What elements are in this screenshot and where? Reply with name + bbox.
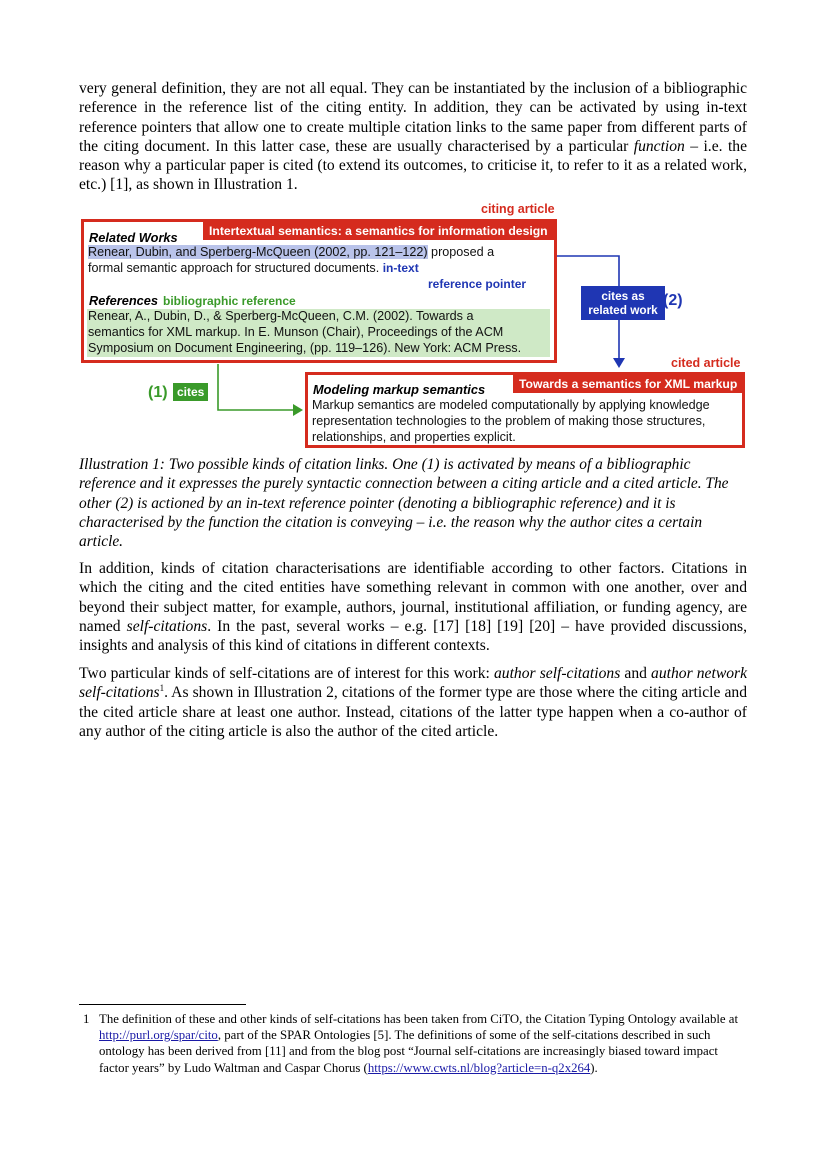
body-paragraph-1 xyxy=(79,79,747,195)
illustration-1-figure xyxy=(79,198,747,450)
body-paragraph-3 xyxy=(79,664,747,741)
figure-caption: Illustration 1: Two possible kinds of citation links. One (1) is activated by means of a bibliographic reference and it expresses the purely syntactic connection between a citing article and a cited article. The other (2) is actioned by an in-text reference pointer (denoting a bibliographic reference) and it is characterised by the function the citation is conveying – i.e. the reason why the author cites a certain article. xyxy=(79,456,729,551)
footnote-text-part: , part of the SPAR Ontologies [5]. The definitions of some of the self-citations described in such ontology has been derived from [11] and from the blog post “Journal self-citations are increasingly biased toward impact factor years” by Ludo Waltman and Caspar Chorus ( xyxy=(99,1028,718,1075)
cites-as-related-work-box xyxy=(581,286,665,320)
cited-abstract-line-3: relationships, and properties explicit. xyxy=(312,430,516,444)
related-works-line-2 xyxy=(88,261,419,277)
body-paragraph-2 xyxy=(79,559,747,655)
cited-article-label: cited article xyxy=(671,356,741,370)
paragraph-text: and xyxy=(620,665,652,682)
reference-pointer-label: reference pointer xyxy=(428,277,527,291)
footnote-number: 1 xyxy=(83,1012,90,1026)
paragraph-text: Two particular kinds of self-citations are of interest for this work: xyxy=(79,665,494,682)
reference-line-3: Symposium on Document Engineering, (pp. 119–126). New York: ACM Press. xyxy=(88,341,522,355)
emphasis-self-citations: self-citations xyxy=(126,617,208,635)
paragraph-text: – i.e. the reason why a particular paper is cited (to extend its outcomes, to criticise it, to refer to it as a related work, etc.) [1], as shown in Illustration 1. xyxy=(79,137,748,194)
footnote-text-part: The definition of these and other kinds of self-citations has been taken from CiTO, the Citation Typing Ontology available at xyxy=(99,1012,739,1026)
green-arrowhead xyxy=(293,404,303,416)
emphasis-author-network-self-citations: author network self-citations xyxy=(79,665,748,702)
footnote-text xyxy=(99,1011,747,1076)
green-arrow-line xyxy=(218,364,297,410)
in-text-label: in-text xyxy=(382,261,419,275)
paragraph-text: very general definition, they are not all equal. They can be instantiated by the inclusion of a bibliographic reference in the reference list of the citing entity. In addition, they can be activated by using in-text reference pointers that allow one to create multiple citation links to the same paper from different parts of the citing document. In this latter case, these are usually characterised by a particular xyxy=(79,80,747,155)
cito-link[interactable]: http://purl.org/spar/cito xyxy=(99,1028,218,1043)
cites-as-text: cites as xyxy=(601,289,645,303)
cited-abstract-line-2: representation technologies to the problem of making those structures, xyxy=(312,414,706,428)
paragraph-text: . As shown in Illustration 2, citations of the former type are those where the citing article and the cited article share at least one author. Instead, citations of the latter type happen when a co-author of any author of the citing article is also the author of the cited article. xyxy=(79,684,747,740)
citing-article-title-banner: Intertextual semantics: a semantics for information design xyxy=(203,222,554,240)
footnote-text-part: ). xyxy=(590,1060,598,1075)
emphasis-function: function xyxy=(633,137,685,155)
related-text: formal semantic approach for structured documents. xyxy=(88,261,380,275)
in-text-reference-highlight: Renear, Dubin, and Sperberg-McQueen (2002, pp. 121–122) xyxy=(88,245,428,259)
reference-line-2: semantics for XML markup. In E. Munson (Chair), Proceedings of the ACM xyxy=(88,325,504,339)
label-number-2: (2) xyxy=(663,292,683,309)
cited-abstract-line-1: Markup semantics are modeled computationally by applying knowledge xyxy=(312,398,710,412)
related-text: proposed a xyxy=(427,245,495,259)
paragraph-text: In addition, kinds of citation characterisations are identifiable according to other factors. Citations in which the citing and the cited entities have something relevant in common with one another, over and beyond their subject matter, for example, authors, journal, institutional affiliation, or funding agency, are named xyxy=(79,560,747,635)
citing-article-label: citing article xyxy=(481,202,555,216)
emphasis-author-self-citations: author self-citations xyxy=(493,665,621,682)
related-works-heading: Related Works xyxy=(89,230,178,245)
references-heading: References xyxy=(89,293,159,308)
cited-article-title-banner: Towards a semantics for XML markup xyxy=(513,375,743,393)
bibliographic-reference-label: bibliographic reference xyxy=(163,294,296,308)
blue-arrowhead xyxy=(613,358,625,368)
footnote-separator xyxy=(79,1004,246,1005)
cwts-blog-link[interactable]: https://www.cwts.nl/blog?article=n-q2x264 xyxy=(367,1060,591,1075)
label-number-1: (1) xyxy=(148,384,168,401)
reference-line-1: Renear, A., Dubin, D., & Sperberg-McQueen, C.M. (2002). Towards a xyxy=(88,309,474,323)
related-work-text: related work xyxy=(588,303,658,317)
related-works-line-1 xyxy=(88,245,494,261)
cited-article-heading: Modeling markup semantics xyxy=(313,382,486,397)
footnote xyxy=(79,1011,747,1076)
cites-box: cites xyxy=(173,383,208,401)
paragraph-text: . In the past, several works – e.g. [17] [18] [19] [20] – have provided discussions, insights and analysis of this kind of citations in different contexts. xyxy=(79,617,748,655)
footnote-marker[interactable]: 1 xyxy=(159,683,165,694)
